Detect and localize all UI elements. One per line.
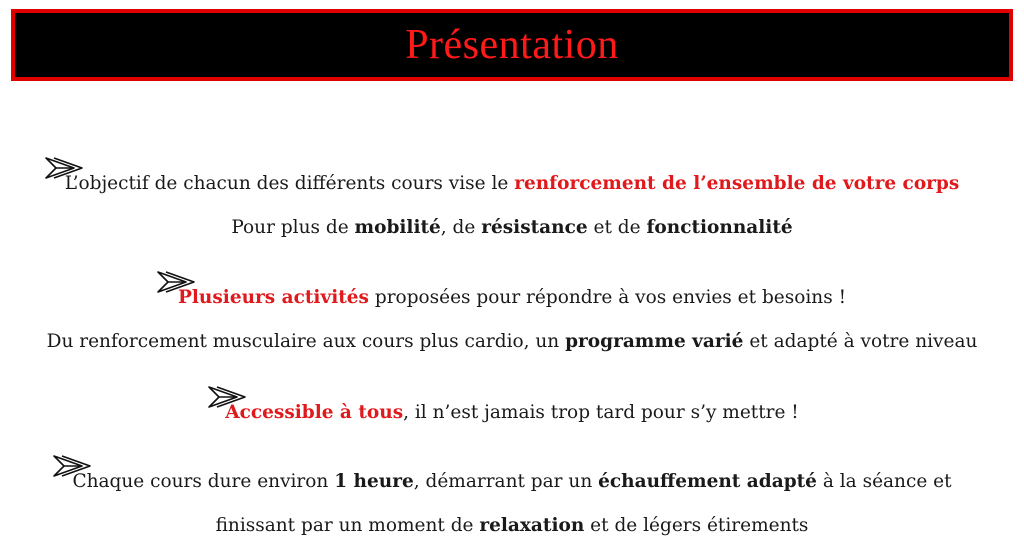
section-2-line-2	[0, 330, 1024, 354]
text: et de	[587, 217, 647, 238]
section-1-line-2	[0, 216, 1024, 240]
highlight-text: Plusieurs activités	[177, 287, 369, 308]
page-title: Présentation	[405, 22, 619, 68]
bold-text: mobilité	[354, 217, 441, 238]
text: et de légers étirements	[584, 515, 809, 536]
text: Du renforcement musculaire aux cours plus cardio, un	[46, 331, 566, 352]
text: finissant par un moment de	[215, 515, 480, 536]
text: , de	[440, 217, 482, 238]
bold-text: relaxation	[479, 515, 585, 536]
text: et adapté à votre niveau	[743, 331, 978, 352]
text: à la séance et	[816, 471, 952, 492]
text: , démarrant par un	[413, 471, 599, 492]
section-3-line-1	[0, 401, 1024, 425]
bold-text: programme varié	[565, 331, 744, 352]
highlight-text: renforcement de l’ensemble de votre corps	[514, 173, 960, 194]
text: L’objectif de chacun des différents cours vise le	[64, 173, 515, 194]
bold-text: échauffement adapté	[598, 471, 817, 492]
text: Chaque cours dure environ	[72, 471, 335, 492]
text: Pour plus de	[231, 217, 355, 238]
text: proposées pour répondre à vos envies et besoins !	[368, 287, 847, 308]
bold-text: 1 heure	[334, 471, 414, 492]
bold-text: résistance	[481, 217, 588, 238]
section-1-line-1	[0, 172, 1024, 196]
text: , il n’est jamais trop tard pour s’y mettre !	[403, 402, 799, 423]
bold-text: fonctionnalité	[646, 217, 793, 238]
section-2-line-1	[0, 286, 1024, 310]
title-banner	[11, 9, 1013, 81]
section-4-line-1	[0, 470, 1024, 494]
highlight-text: Accessible à tous	[225, 402, 404, 423]
section-4-line-2	[0, 514, 1024, 538]
